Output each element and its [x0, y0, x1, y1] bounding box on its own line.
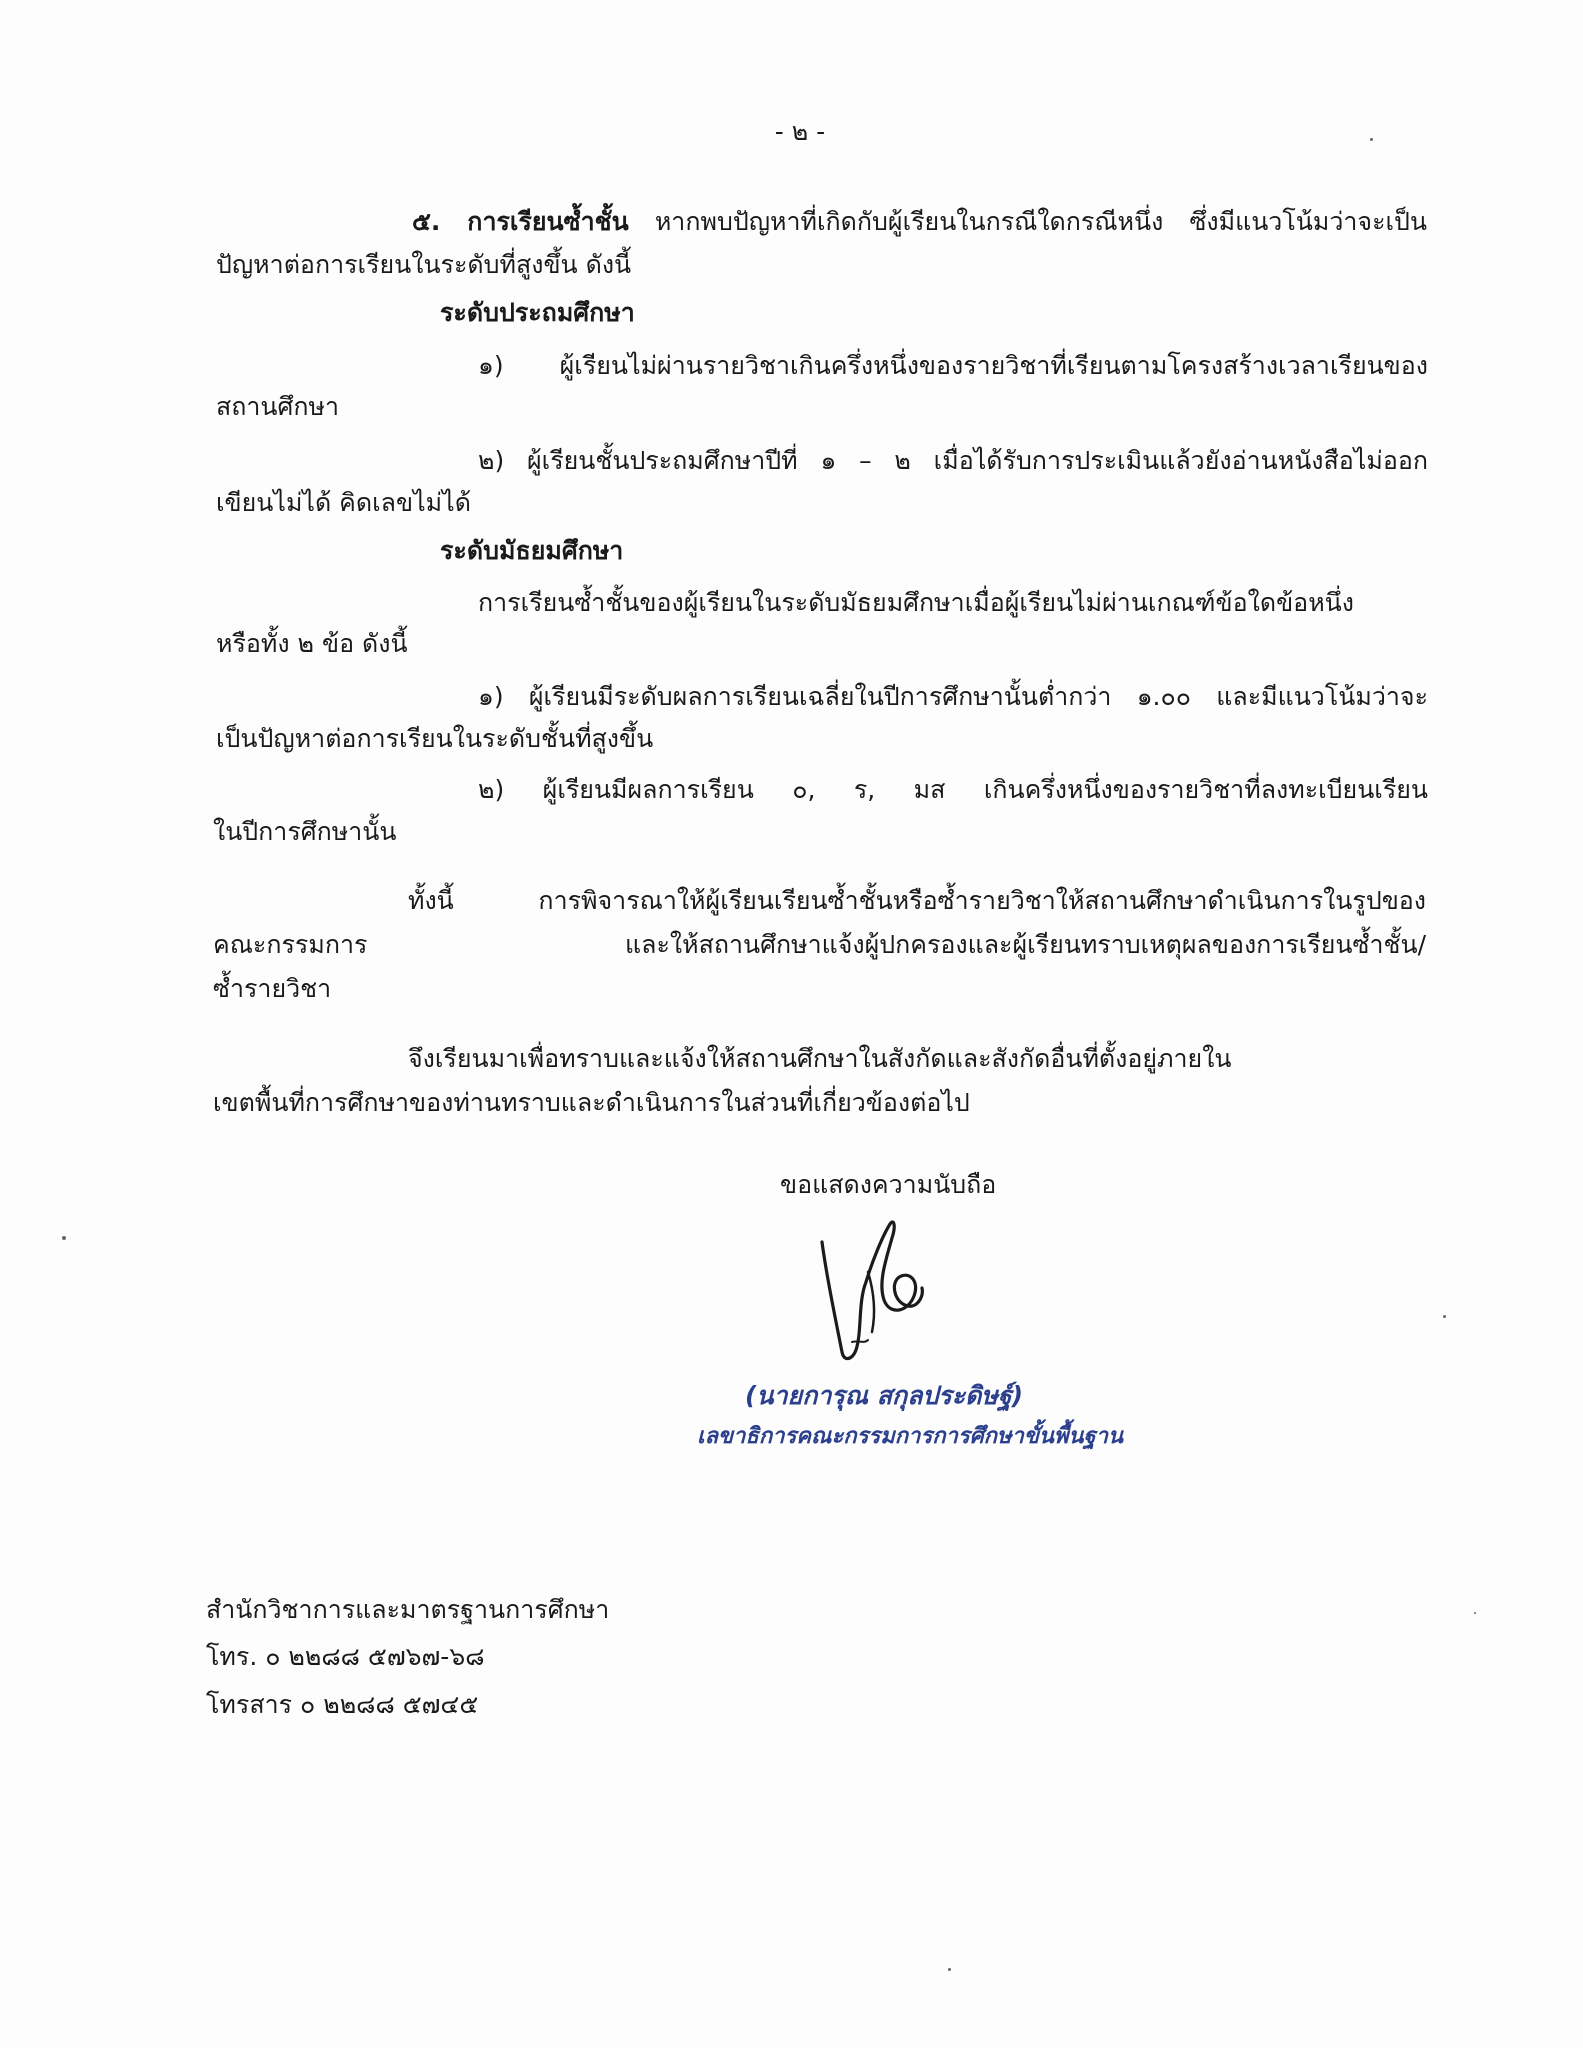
primary-item2-line1	[478, 444, 1428, 478]
consideration-text2: คณะกรรมการ และให้สถานศึกษาแจ้งผู้ปกครองและผู้เรียนทราบเหตุผลของการเรียนซ้ำชั้น/	[213, 930, 1426, 959]
consideration-line2	[213, 928, 1426, 962]
secondary-item1-text: ๑) ผู้เรียนมีระดับผลการเรียนเฉลี่ยในปีการศึกษานั้นต่ำกว่า ๑.๐๐ และมีแนวโน้มว่าจะ	[478, 682, 1428, 711]
closing-text1: จึงเรียนมาเพื่อทราบและแจ้งให้สถานศึกษาในสังกัดและสังกัดอื่นที่ตั้งอยู่ภายใน	[408, 1044, 1232, 1073]
closing-line1	[408, 1042, 1426, 1076]
consideration-text1: ทั้งนี้ การพิจารณาให้ผู้เรียนเรียนซ้ำชั้นหรือซ้ำรายวิชาให้สถานศึกษาดำเนินการในรูปของ	[408, 886, 1426, 915]
footer-phone: โทร. ๐ ๒๒๘๘ ๕๗๖๗-๖๘	[206, 1642, 485, 1671]
footer-office: สำนักวิชาการและมาตรฐานการศึกษา	[206, 1595, 610, 1624]
scan-speck	[62, 1236, 66, 1240]
secondary-intro-text: การเรียนซ้ำชั้นของผู้เรียนในระดับมัธยมศึกษาเมื่อผู้เรียนไม่ผ่านเกณฑ์ข้อใดข้อหนึ่ง	[478, 588, 1354, 617]
primary-item1-line1	[478, 349, 1428, 383]
consideration-line1	[408, 884, 1426, 918]
secondary-item1-line2: เป็นปัญหาต่อการเรียนในระดับชั้นที่สูงขึ้น	[216, 724, 654, 753]
scan-speck	[948, 1968, 951, 1971]
primary-item2-line2: เขียนไม่ได้ คิดเลขไม่ได้	[216, 488, 471, 517]
section5-line2: ปัญหาต่อการเรียนในระดับที่สูงขึ้น ดังนี้	[216, 250, 632, 279]
secondary-intro-line2: หรือทั้ง ๒ ข้อ ดังนี้	[216, 629, 408, 658]
secondary-intro-line1	[478, 586, 1428, 620]
footer-fax: โทรสาร ๐ ๒๒๘๘ ๕๗๔๕	[206, 1690, 479, 1719]
scan-speck	[1443, 1315, 1446, 1318]
signatory-name: (นายการุณ สกุลประดิษฐ์)	[745, 1381, 1024, 1410]
handwritten-signature	[812, 1212, 932, 1372]
secondary-item2-text: ๒) ผู้เรียนมีผลการเรียน ๐, ร, มส เกินครึ่งหนึ่งของรายวิชาที่ลงทะเบียนเรียน	[478, 775, 1428, 804]
secondary-heading: ระดับมัธยมศึกษา	[440, 536, 624, 565]
secondary-item2-line1	[478, 773, 1428, 807]
secondary-item1-line1	[478, 680, 1428, 714]
consideration-line3: ซ้ำรายวิชา	[213, 974, 332, 1003]
section5-heading: ๕. การเรียนซ้ำชั้น	[412, 207, 629, 236]
primary-item2-text: ๒) ผู้เรียนชั้นประถมศึกษาปีที่ ๑ – ๒ เมื่อได้รับการประเมินแล้วยังอ่านหนังสือไม่ออก	[478, 446, 1428, 475]
section5-line1	[412, 205, 1427, 239]
scan-speck	[1474, 1612, 1476, 1614]
section5-line1-text: หากพบปัญหาที่เกิดกับผู้เรียนในกรณีใดกรณีหนึ่ง ซึ่งมีแนวโน้มว่าจะเป็น	[654, 207, 1427, 236]
scan-speck	[1370, 138, 1373, 141]
regards-text: ขอแสดงความนับถือ	[780, 1170, 997, 1199]
secondary-item2-line2: ในปีการศึกษานั้น	[213, 817, 397, 846]
primary-item1-line2: สถานศึกษา	[216, 392, 340, 421]
primary-heading: ระดับประถมศึกษา	[440, 298, 635, 327]
closing-line2: เขตพื้นที่การศึกษาของท่านทราบและดำเนินการในส่วนที่เกี่ยวข้องต่อไป	[213, 1088, 970, 1117]
signatory-title: เลขาธิการคณะกรรมการการศึกษาขั้นพื้นฐาน	[697, 1424, 1123, 1449]
page-number: - ๒ -	[774, 117, 826, 146]
primary-item1-text: ๑) ผู้เรียนไม่ผ่านรายวิชาเกินครึ่งหนึ่งของรายวิชาที่เรียนตามโครงสร้างเวลาเรียนของ	[478, 351, 1428, 380]
